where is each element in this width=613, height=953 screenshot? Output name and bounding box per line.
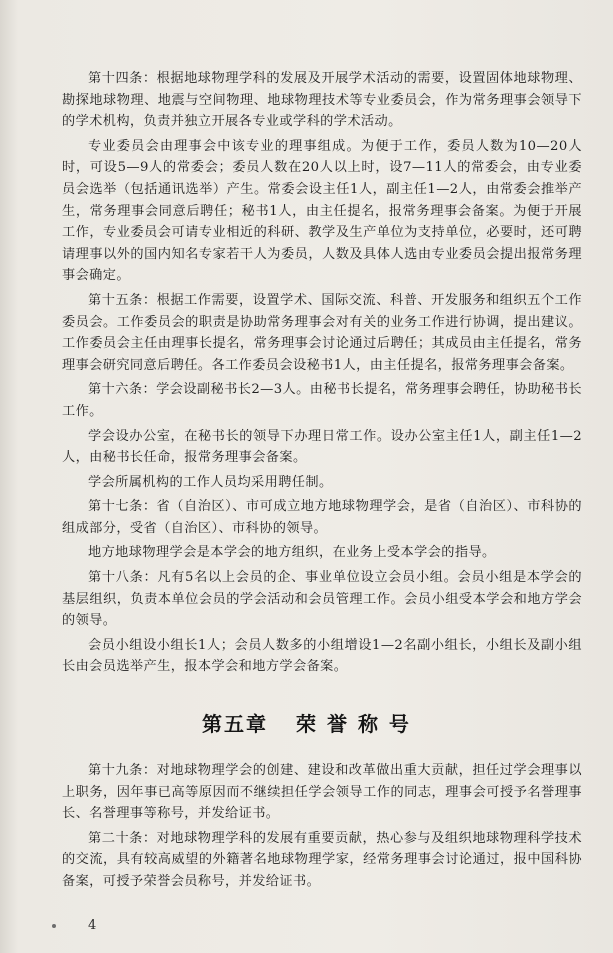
chapter-number: 第五章 xyxy=(202,712,269,736)
paragraph-staff-hiring: 学会所属机构的工作人员均采用聘任制。 xyxy=(88,474,333,490)
paragraph-article-15: 第十五条：根据工作需要，设置学术、国际交流、科普、开发服务和组织五个工作委员会。工作委员会的职责是协助常务理事会对有关的业务工作进行协调，提出建议。工作委员会主任由理事长提名，常务理事会讨论通过后聘任；其成员由主任提名，常务理事会研究同意后聘任。各工作委员会设秘书1人，由主任提名，报常务理事会备案。 xyxy=(62,292,582,373)
paragraph-article-19: 第十九条：对地球物理学会的创建、建设和改革做出重大贡献，担任过学会理事以上职务，因年事已高等原因而不继续担任学会领导工作的同志，理事会可授予名誉理事长、名誉理事等称号，并发给证书。 xyxy=(62,763,582,822)
binding-mark xyxy=(52,924,56,928)
paragraph-local-society: 地方地球物理学会是本学会的地方组织，在业务上受本学会的指导。 xyxy=(88,545,496,561)
body-text-top xyxy=(62,68,582,681)
paragraph-article-14: 第十四条：根据地球物理学科的发展及开展学术活动的需要，设置固体地球物理、勘探地球物理、地震与空间物理、地球物理技术等专业委员会，作为常务理事会领导下的学术机构，负责并独立开展各专业或学科的学术活动。 xyxy=(62,71,582,130)
paragraph-office: 学会设办公室，在秘书长的领导下办理日常工作。设办公室主任1人，副主任1—2人，由秘书长任命，报常务理事会备案。 xyxy=(62,428,582,466)
paragraph-committee-composition: 专业委员会由理事会中该专业的理事组成。为便于工作，委员人数为10—20人时，可设5—9人的常委会；委员人数在20人以上时，设7—11人的常委会，由专业委员会选举（包括通讯选举）产生。常委会设主任1人，副主任1—2人，由常委会推举产生，常务理事会同意后聘任；秘书1人，由主任提名，报常务理事会备案。为便于开展工作，专业委员会可请专业相近的科研、教学及生产单位为支持单位，必要时，还可聘请理事以外的国内知名专家若干人为委员，人数及具体人选由专业委员会提出报常务理事会确定。 xyxy=(62,138,582,284)
page-number: 4 xyxy=(88,918,97,933)
paragraph-article-17: 第十七条：省（自治区）、市可成立地方地球物理学会，是省（自治区）、市科协的组成部分，受省（自治区）、市科协的领导。 xyxy=(62,499,582,536)
chapter-heading xyxy=(0,708,613,737)
paragraph-article-18: 第十八条：凡有5名以上会员的企、事业单位设立会员小组。会员小组是本学会的基层组织，负责本单位会员的学会活动和会员管理工作。会员小组受本学会和地方学会的领导。 xyxy=(62,570,582,629)
body-text-bottom xyxy=(62,760,582,896)
paragraph-article-16: 第十六条：学会设副秘书长2—3人。由秘书长提名，常务理事会聘任，协助秘书长工作。 xyxy=(62,382,582,419)
paragraph-group-leader: 会员小组设小组长1人；会员人数多的小组增设1—2名副小组长，小组长及副小组长由会员选举产生，报本学会和地方学会备案。 xyxy=(62,637,582,675)
chapter-title: 荣 誉 称 号 xyxy=(296,712,411,736)
paragraph-article-20: 第二十条：对地球物理学科的发展有重要贡献，热心参与及组织地球物理科学技术的交流，具有较高威望的外籍著名地球物理学家，经常务理事会讨论通过，报中国科协备案，可授予荣誉会员称号，并发给证书。 xyxy=(62,830,582,889)
